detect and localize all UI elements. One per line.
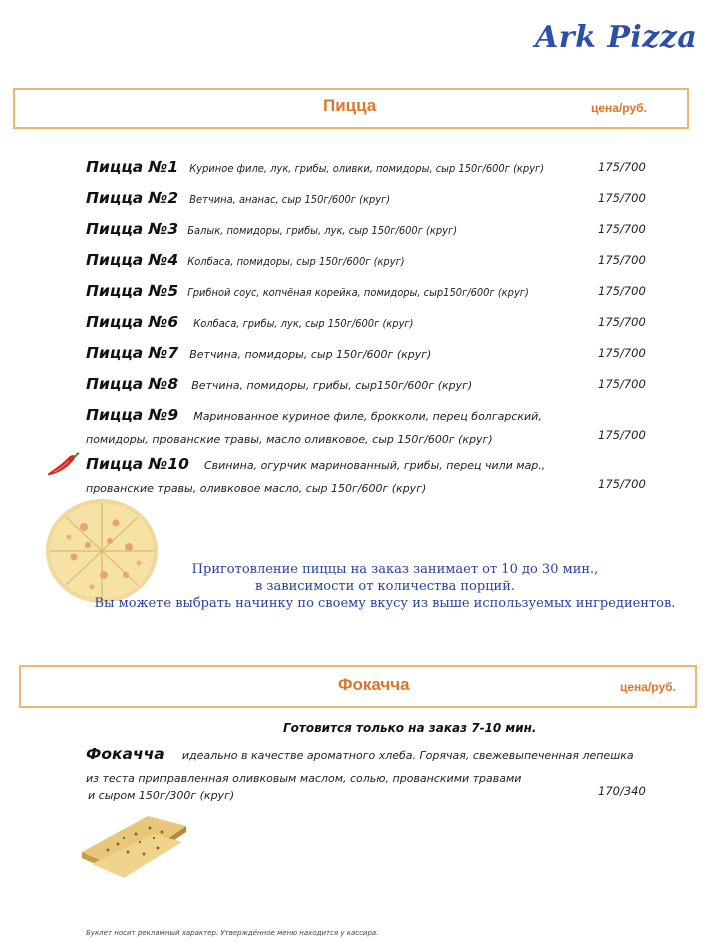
item-price: 175/700 [598,284,646,298]
item-desc: Колбаса, грибы, лук, сыр 150г/600г (круг) [193,317,414,330]
list-item [86,188,666,207]
pizza-note [80,562,690,611]
focaccia-desc-line3: и сыром 150г/300г (круг) [88,789,235,802]
item-name: Пицца №9 [86,406,179,424]
list-item [86,454,666,473]
focaccia-price-label: цена/руб. [620,680,676,694]
focaccia-item [86,744,666,763]
item-name: Пицца №5 [86,282,179,300]
item-price: 175/700 [598,222,646,236]
item-name: Пицца №2 [86,189,179,207]
chili-pepper-icon [46,452,80,478]
pizza-price-label: цена/руб. [591,101,647,115]
list-item [86,157,666,176]
item-price: 175/700 [598,191,646,205]
item-desc: Маринованное куриное филе, брокколи, перец болгарский, [193,410,542,423]
item-price: 175/700 [598,346,646,360]
item-desc: Ветчина, помидоры, грибы, сыр150г/600г (круг) [191,379,473,392]
list-item [86,250,666,269]
item-desc: Колбаса, помидоры, сыр 150г/600г (круг) [187,255,405,268]
item-name: Пицца №8 [86,375,179,393]
item-desc: Балык, помидоры, грибы, лук, сыр 150г/600г (круг) [187,224,458,237]
pizza-note-line2: в зависимости от количества порций. [254,579,516,594]
list-item [86,312,666,331]
focaccia-section-title: Фокачча [338,675,410,694]
item-desc: Ветчина, помидоры, сыр 150г/600г (круг) [189,348,432,361]
item-price: 170/340 [598,784,646,798]
list-item [86,405,666,424]
item-desc: идеально в качестве ароматного хлеба. Горячая, свежевыпеченная лепешка [181,749,634,762]
item-desc-line2: помидоры, прованские травы, масло оливковое, сыр 150г/600г (круг) [86,433,493,446]
item-price: 175/700 [598,428,646,442]
item-price: 175/700 [598,315,646,329]
item-name: Пицца №4 [86,251,179,269]
focaccia-note: Готовится только на заказ 7-10 мин. [283,721,537,735]
item-name: Пицца №10 [86,455,189,473]
pizza-note-line3: Вы можете выбрать начинку по своему вкусу из выше используемых ингредиентов. [94,596,676,611]
logo: Ark Pizza [535,20,698,55]
item-desc: Грибной соус, копчёная корейка, помидоры, сыр150г/600г (круг) [187,286,529,299]
item-desc: Свинина, огурчик маринованный, грибы, перец чили мар., [203,459,546,472]
list-item [86,343,666,362]
item-name: Пицца №7 [86,344,179,362]
item-price: 175/700 [598,477,646,491]
list-item [86,374,666,393]
pizza-section-title: Пицца [323,96,377,115]
focaccia-image [78,808,190,880]
item-name: Фокачча [86,745,165,763]
list-item [86,219,666,238]
footer-disclaimer: Буклет носит рекламный характер. Утверждённое меню находится у кассира. [86,929,379,937]
item-price: 175/700 [598,160,646,174]
item-desc: Ветчина, ананас, сыр 150г/600г (круг) [189,193,391,206]
focaccia-desc-line2: из теста приправленная оливковым маслом, солью, прованскими травами [86,772,522,785]
list-item [86,281,666,300]
item-name: Пицца №3 [86,220,179,238]
item-name: Пицца №1 [86,158,179,176]
pizza-note-line1: Приготовление пиццы на заказ занимает от 10 до 30 мин., [191,562,599,577]
item-price: 175/700 [598,253,646,267]
item-price: 175/700 [598,377,646,391]
item-desc-line2: прованские травы, оливковое масло, сыр 150г/600г (круг) [86,482,427,495]
item-desc: Куриное филе, лук, грибы, оливки, помидоры, сыр 150г/600г (круг) [189,162,545,175]
item-name: Пицца №6 [86,313,179,331]
